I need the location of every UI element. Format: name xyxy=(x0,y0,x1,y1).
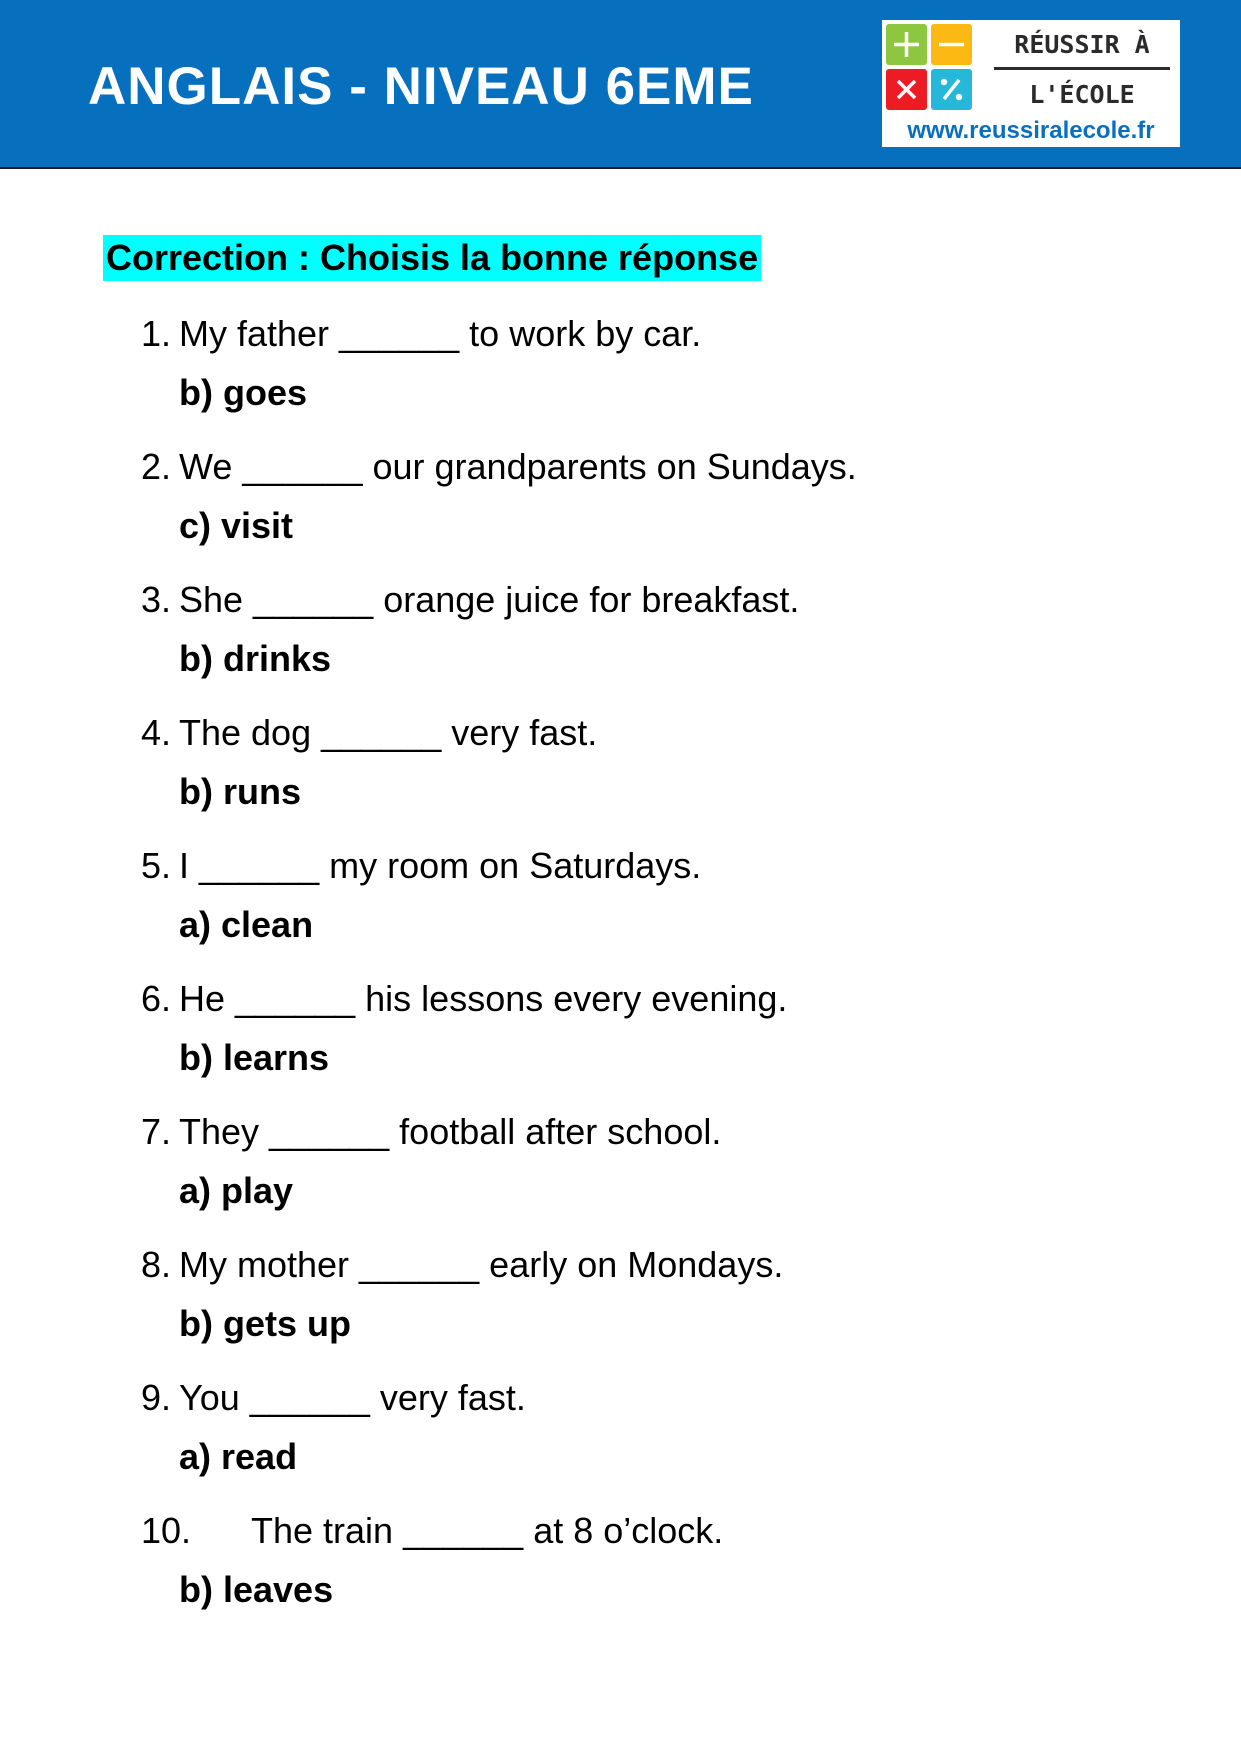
question-answer: b) goes xyxy=(179,372,308,413)
percent-icon xyxy=(931,69,972,110)
question-answer: b) gets up xyxy=(179,1303,351,1344)
question-sentence: You ______ very fast. xyxy=(179,1377,526,1418)
question-sentence: My father ______ to work by car. xyxy=(179,313,702,354)
logo-url: www.reussiralecole.fr xyxy=(907,117,1155,144)
question-number: 6. xyxy=(141,978,172,1019)
question-number: 5. xyxy=(141,845,172,886)
question-answer: a) clean xyxy=(179,904,314,945)
logo-text-line1: RÉUSSIR À xyxy=(1014,30,1150,59)
question-sentence: We ______ our grandparents on Sundays. xyxy=(179,446,857,487)
page-header xyxy=(0,0,1241,169)
question-answer: b) runs xyxy=(179,771,301,812)
question-sentence: She ______ orange juice for breakfast. xyxy=(179,579,800,620)
minus-icon xyxy=(931,24,972,65)
question-sentence: He ______ his lessons every evening. xyxy=(179,978,788,1019)
question-number: 2. xyxy=(141,446,172,487)
question-number: 9. xyxy=(141,1377,172,1418)
page-title: ANGLAIS - NIVEAU 6EME xyxy=(88,57,754,116)
question-number: 10. xyxy=(141,1510,192,1551)
question-sentence: I ______ my room on Saturdays. xyxy=(179,845,702,886)
section-title: Correction : Choisis la bonne réponse xyxy=(103,235,761,281)
question-number: 1. xyxy=(141,313,172,354)
question-number: 3. xyxy=(141,579,172,620)
question-number: 4. xyxy=(141,712,172,753)
logo-text-line2: L'ÉCOLE xyxy=(1029,80,1135,109)
question-answer: a) play xyxy=(179,1170,294,1211)
question-answer: b) drinks xyxy=(179,638,332,679)
question-answer: b) learns xyxy=(179,1037,330,1078)
times-icon xyxy=(886,69,927,110)
logo-divider xyxy=(994,67,1170,70)
question-sentence: My mother ______ early on Mondays. xyxy=(179,1244,784,1285)
question-sentence: They ______ football after school. xyxy=(179,1111,722,1152)
question-number: 8. xyxy=(141,1244,172,1285)
question-answer: b) leaves xyxy=(179,1569,334,1610)
question-answer: c) visit xyxy=(179,505,294,546)
plus-icon xyxy=(886,24,927,65)
question-answer: a) read xyxy=(179,1436,298,1477)
question-number: 7. xyxy=(141,1111,172,1152)
question-sentence: The train ______ at 8 o’clock. xyxy=(251,1510,724,1551)
question-sentence: The dog ______ very fast. xyxy=(179,712,598,753)
logo xyxy=(882,20,1180,147)
